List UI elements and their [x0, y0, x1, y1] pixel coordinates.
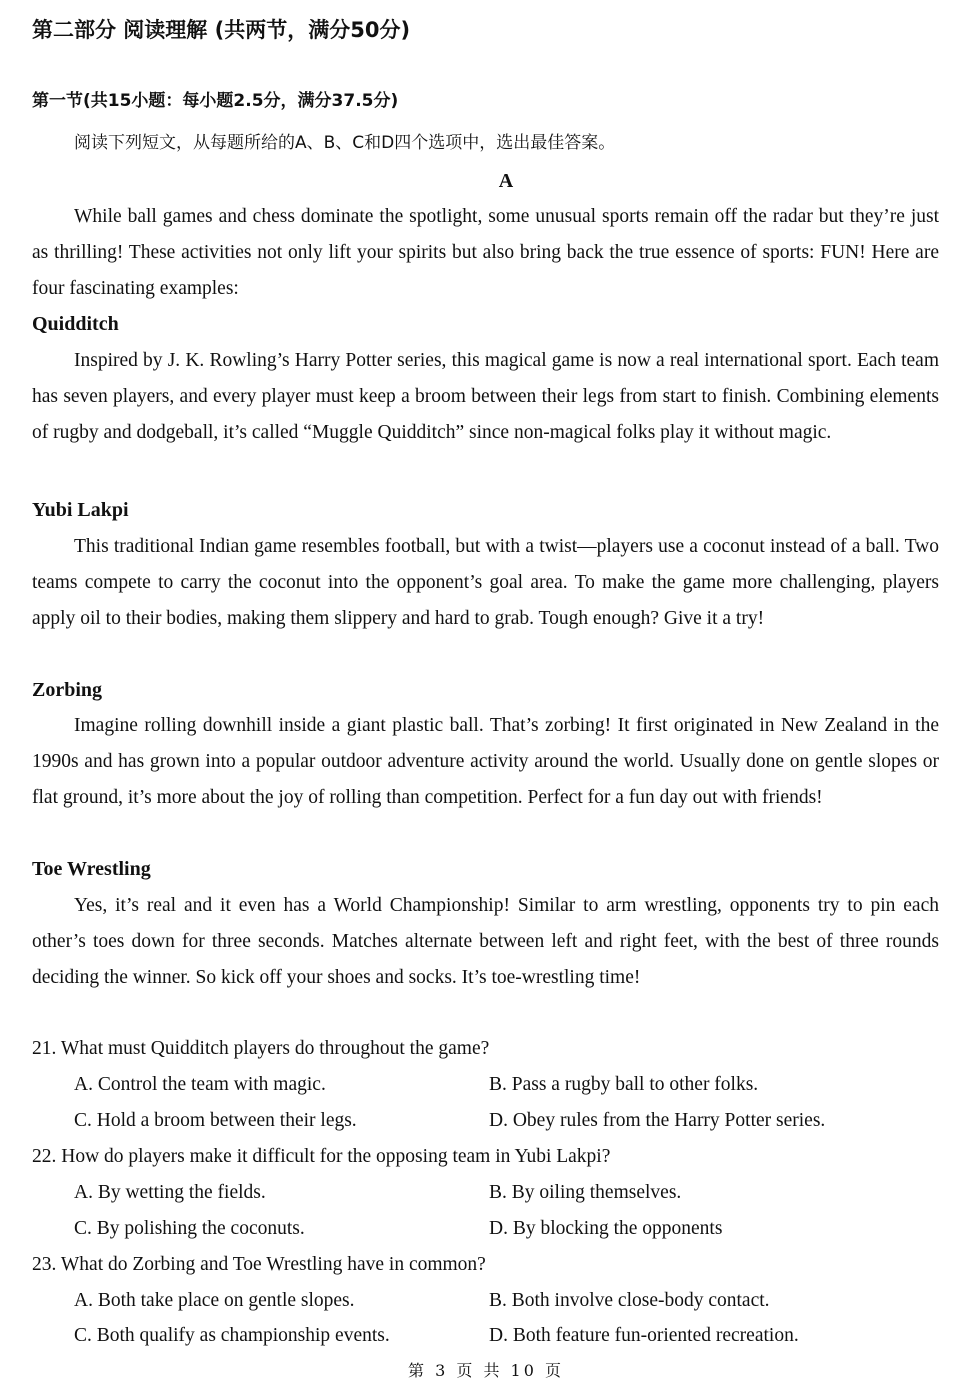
- heading-zorbing: Zorbing: [32, 679, 103, 701]
- section-yubi-lakpi: [32, 529, 939, 637]
- passage-letter: A: [498, 170, 514, 192]
- question-23: 23. What do Zorbing and Toe Wrestling have in common?: [32, 1254, 486, 1275]
- instruction-text: 阅读下列短文，从每题所给的A、B、C和D四个选项中，选出最佳答案。: [74, 133, 616, 153]
- section-quidditch: [32, 343, 939, 451]
- q22-option-b: B. By oiling themselves.: [489, 1182, 682, 1203]
- q21-option-c: C. Hold a broom between their legs.: [74, 1110, 357, 1131]
- question-22: 22. How do players make it difficult for the opposing team in Yubi Lakpi?: [32, 1146, 611, 1167]
- q22-option-c: C. By polishing the coconuts.: [74, 1218, 305, 1239]
- section-zorbing: [32, 708, 939, 816]
- quidditch-paragraph: Inspired by J. K. Rowling’s Harry Potter series, this magical game is now a real international sport. Each team has seven players, and every player must keep a broom between their legs from start to finish. Combining elements of rugby and dodgeball, it’s called “Muggle Quidditch” since non-magical folks play it without magic.: [32, 350, 939, 443]
- yubi-lakpi-paragraph: This traditional Indian game resembles football, but with a twist—players use a coconut instead of a ball. Two teams compete to carry the coconut into the opponent’s goal area. To make the game more challenging, players apply oil to their bodies, making them slippery and hard to grab. Tough enough? Give it a try!: [32, 536, 939, 629]
- q23-option-d: D. Both feature fun-oriented recreation.: [489, 1325, 799, 1346]
- q21-option-a: A. Control the team with magic.: [74, 1074, 326, 1095]
- q23-option-c: C. Both qualify as championship events.: [74, 1325, 390, 1346]
- toe-wrestling-paragraph: Yes, it’s real and it even has a World Championship! Similar to arm wrestling, opponents try to pin each other’s toes down for three seconds. Matches alternate between left and right feet, with the best of three rounds deciding the winner. So kick off your shoes and socks. It’s toe-wrestling time!: [32, 895, 939, 988]
- q21-option-d: D. Obey rules from the Harry Potter series.: [489, 1110, 826, 1131]
- intro-paragraph: While ball games and chess dominate the spotlight, some unusual sports remain off the radar but they’re just as thrilling! These activities not only lift your spirits but also bring back the true essence of sports: FUN! Here are four fascinating examples:: [32, 206, 939, 299]
- heading-yubi-lakpi: Yubi Lakpi: [32, 499, 129, 521]
- section-toe-wrestling: [32, 888, 939, 996]
- section-title: 第二部分 阅读理解 (共两节，满分50分): [32, 18, 411, 42]
- heading-quidditch: Quidditch: [32, 313, 119, 335]
- zorbing-paragraph: Imagine rolling downhill inside a giant plastic ball. That’s zorbing! It first originated in New Zealand in the 1990s and has grown into a popular outdoor adventure activity around the world. Usually done on gentle slopes or flat ground, it’s more about the joy of rolling than competition. Perfect for a fun day out with friends!: [32, 715, 939, 808]
- passage-intro: [32, 199, 939, 307]
- question-21: 21. What must Quidditch players do throughout the game?: [32, 1038, 490, 1059]
- q23-option-a: A. Both take place on gentle slopes.: [74, 1290, 355, 1311]
- subsection-title: 第一节(共15小题：每小题2.5分，满分37.5分): [32, 91, 399, 111]
- q22-option-a: A. By wetting the fields.: [74, 1182, 266, 1203]
- heading-toe-wrestling: Toe Wrestling: [32, 858, 151, 880]
- q21-option-b: B. Pass a rugby ball to other folks.: [489, 1074, 759, 1095]
- page-footer: 第 3 页 共 10 页: [408, 1361, 564, 1380]
- q23-option-b: B. Both involve close-body contact.: [489, 1290, 770, 1311]
- q22-option-d: D. By blocking the opponents: [489, 1218, 723, 1239]
